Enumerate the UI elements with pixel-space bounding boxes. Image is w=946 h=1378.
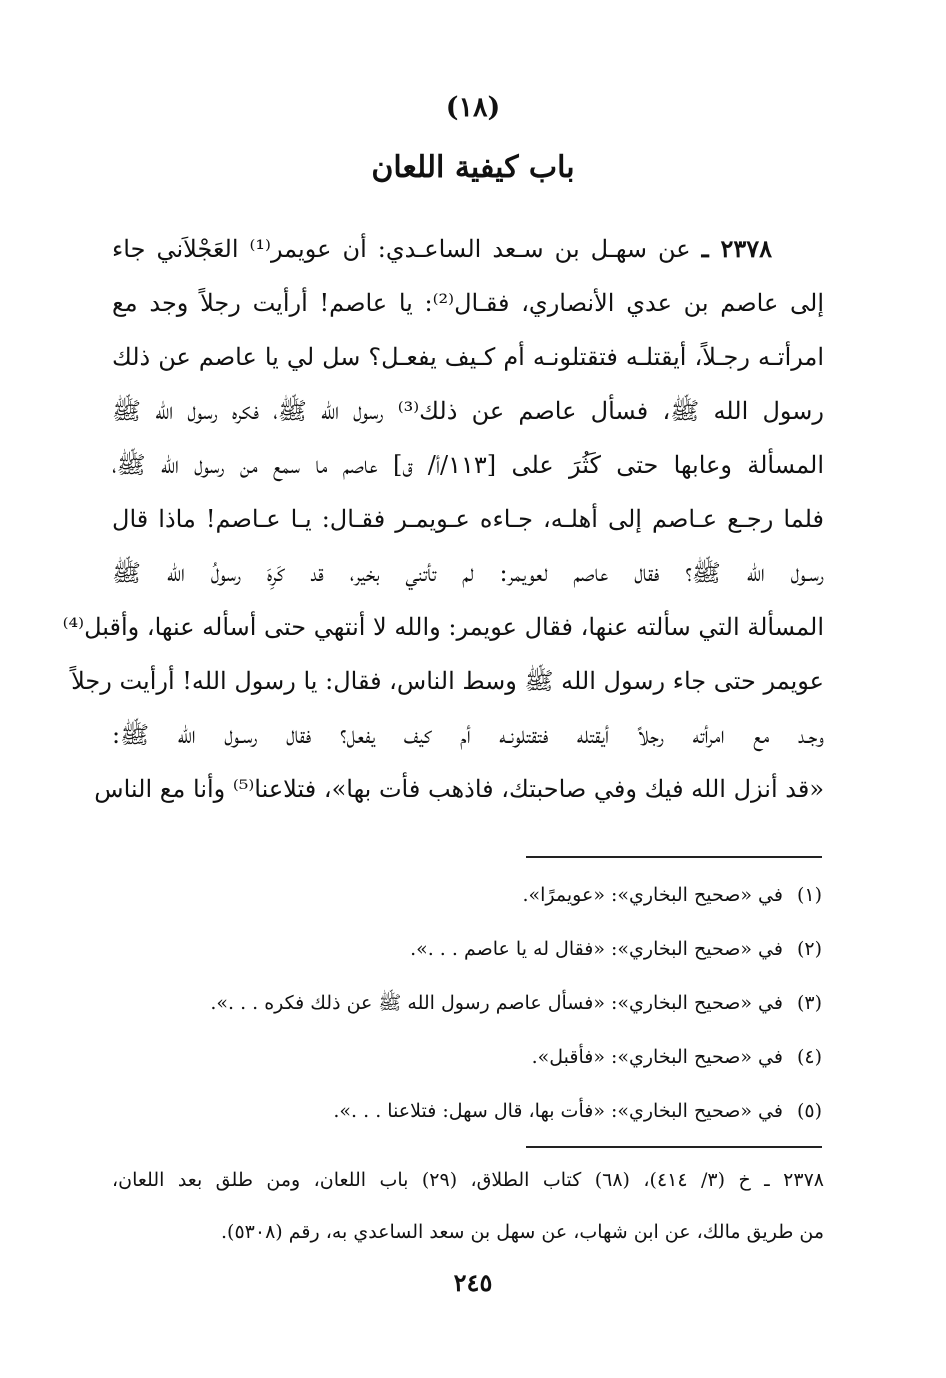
footnote-text: في «صحيح البخاري»: «فأقبل». [531, 1046, 783, 1068]
hadith-line [112, 222, 824, 276]
source-line: من طريق مالك، عن ابن شهاب، عن سهل بن سعد الساعدي به، رقم (٥٣٠٨). [221, 1221, 824, 1243]
footnote-divider [526, 856, 822, 858]
chapter-number: (١٨) [445, 92, 501, 123]
footnote-item [142, 1086, 822, 1140]
hadith-line: المسألة وعابها حتى كَثُرَ على [١١٣/أ/ ق] عاصم ما سمع من رسول الله ﷺ، [112, 451, 824, 479]
hadith-line: عويمر حتى جاء رسول الله ﷺ وسط الناس، فقال: يا رسول الله! أرأيت رجلاً [71, 667, 824, 695]
footnote-number: (٥) [796, 1100, 822, 1122]
footnote-number: (٤) [796, 1046, 822, 1068]
footnote-item [142, 1032, 822, 1086]
page-number: ٢٤٥ [453, 1268, 493, 1297]
hadith-line: امرأتـه رجـلاً، أيقتلـه فتقتلونـه أم كـيف يفعـل؟ سل لي يا عاصم عن ذلك [112, 343, 824, 371]
footnote-text: في «صحيح البخاري»: «فأت بها، قال سهل: فتلاعنا . . .». [333, 1100, 783, 1122]
hadith-line-text: عن سهـل بن سـعد الساعـدي: أن عويمر⁽¹⁾ العَجْلاَني جاء [112, 235, 691, 263]
hadith-line: إلى عاصم بن عدي الأنصاري، فقـال⁽²⁾: يا عاصم! أرأيت رجلاً وجد مع [112, 289, 824, 317]
footnote-item [142, 978, 822, 1032]
hadith-line: فلما رجـع عـاصم إلى أهلـه، جـاءه عـويمـر فقـال: يـا عـاصم! ماذا قال [112, 505, 824, 533]
footnote-item [142, 924, 822, 978]
footnotes [142, 870, 822, 1140]
footnote-text: في «صحيح البخاري»: «فسأل عاصم رسول الله ﷺ عن ذلك فكره . . .». [210, 992, 783, 1014]
source-reference [112, 1154, 824, 1258]
hadith-line: المسألة التي سألته عنها، فقال عويمر: والله لا أنتهي حتى أسأله عنها، وأقبل⁽⁴⁾ [62, 613, 824, 641]
footnote-number: (١) [796, 884, 822, 906]
footnote-text: في «صحيح البخاري»: «فقال له يا عاصم . . .». [410, 938, 783, 960]
chapter-title: باب كيفية اللعان [371, 150, 575, 185]
hadith-line: رسـول الله ﷺ؟ فقال عاصم لعويمر: لم تأتني بخير، قد كَرِهَ رسولُ الله ﷺ [112, 559, 824, 587]
hadith-text [62, 222, 824, 816]
hadith-number: ٢٣٧٨ ـ [701, 234, 772, 263]
footnote-number: (٢) [796, 938, 822, 960]
hadith-line: «قد أنزل الله فيك وفي صاحبتك، فاذهب فأت بها»، فتلاعنا⁽⁵⁾ وأنا مع الناس [94, 775, 824, 803]
footnote-item [142, 870, 822, 924]
footnote-number: (٣) [796, 992, 822, 1014]
source-divider [526, 1146, 822, 1148]
hadith-line: وجـد مع امرأته رجلاً أيقتله فتقتلونـه أم كيف يفعل؟ فقال رسـول الله ﷺ: [112, 721, 824, 749]
hadith-line: رسول الله ﷺ، فسأل عاصم عن ذلك⁽³⁾ رسول الله ﷺ، فكره رسول الله ﷺ [112, 397, 824, 425]
footnote-text: في «صحيح البخاري»: «عويمرًا». [522, 884, 783, 906]
source-line: ٢٣٧٨ ـ خ (٣/ ٤١٤)، (٦٨) كتاب الطلاق، (٢٩) باب اللعان، ومن طلق بعد اللعان، [112, 1169, 824, 1191]
